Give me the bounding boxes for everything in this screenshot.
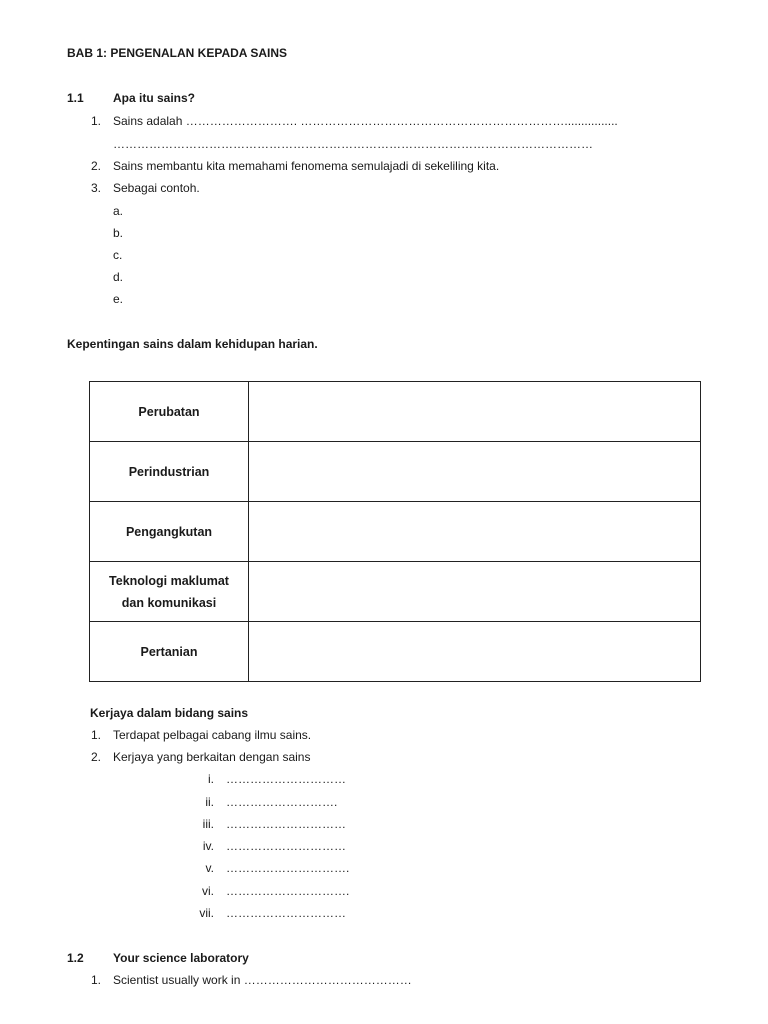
list-item-continuation: ………………………………………………………………………………………………………… (113, 137, 593, 151)
row-label: Pertanian (90, 622, 249, 682)
page-title: BAB 1: PENGENALAN KEPADA SAINS (67, 46, 288, 60)
roman-number: v. (205, 861, 214, 875)
table-row (90, 622, 701, 682)
answer-cell[interactable] (249, 562, 701, 622)
row-label: Perindustrian (90, 442, 249, 502)
kepentingan-heading: Kepentingan sains dalam kehidupan harian. (67, 337, 318, 351)
blank-line: …………………………. (226, 861, 350, 875)
blank-line: ………………………… (226, 839, 346, 853)
sub-letter: c. (113, 248, 123, 262)
roman-number: iv. (202, 839, 214, 853)
list-item-text: Sebagai contoh. (113, 181, 200, 195)
list-item-text: Sains membantu kita memahami fenomema semulajadi di sekeliling kita. (113, 159, 500, 173)
section-heading: Your science laboratory (113, 951, 249, 965)
section-number: 1.2 (67, 951, 84, 965)
list-number: 2. (90, 750, 101, 764)
answer-cell[interactable] (249, 382, 701, 442)
kerjaya-heading: Kerjaya dalam bidang sains (90, 706, 249, 720)
table-row (90, 382, 701, 442)
list-number: 1. (90, 728, 101, 742)
sub-letter: d. (113, 270, 124, 284)
section-heading: Apa itu sains? (113, 91, 196, 105)
blank-line: ………………………… (226, 772, 346, 786)
list-item-text: Terdapat pelbagai cabang ilmu sains. (113, 728, 312, 742)
row-label: Perubatan (90, 382, 249, 442)
list-item-text: Sains adalah ………………………. …………………………………………………………................ (113, 114, 618, 128)
table-row (90, 502, 701, 562)
kepentingan-table (89, 381, 701, 682)
sub-letter: b. (113, 226, 124, 240)
table-row (90, 562, 701, 622)
blank-line: …………………………. (226, 884, 350, 898)
row-label: Pengangkutan (90, 502, 249, 562)
answer-cell[interactable] (249, 502, 701, 562)
list-number: 3. (90, 181, 101, 195)
row-label-line: dan komunikasi (121, 595, 217, 610)
roman-number: iii. (202, 817, 214, 831)
table-row (90, 442, 701, 502)
row-label-line: Teknologi maklumat (109, 573, 229, 588)
sub-letter: a. (113, 204, 124, 218)
roman-number: i. (208, 772, 214, 786)
roman-number: vii. (199, 906, 214, 920)
list-number: 2. (90, 159, 101, 173)
section-number: 1.1 (67, 91, 84, 105)
sub-letter: e. (113, 292, 124, 306)
roman-number: vi. (202, 884, 214, 898)
list-number: 1. (90, 114, 101, 128)
blank-line: ………………………… (226, 817, 346, 831)
blank-line: ………………………… (226, 906, 346, 920)
answer-cell[interactable] (249, 442, 701, 502)
list-item-text: Scientist usually work in …………………………………… (113, 973, 412, 987)
blank-line: ………………………. (226, 795, 338, 809)
roman-number: ii. (205, 795, 214, 809)
row-label (90, 562, 249, 622)
answer-cell[interactable] (249, 622, 701, 682)
list-number: 1. (90, 973, 101, 987)
list-item-text: Kerjaya yang berkaitan dengan sains (113, 750, 311, 764)
